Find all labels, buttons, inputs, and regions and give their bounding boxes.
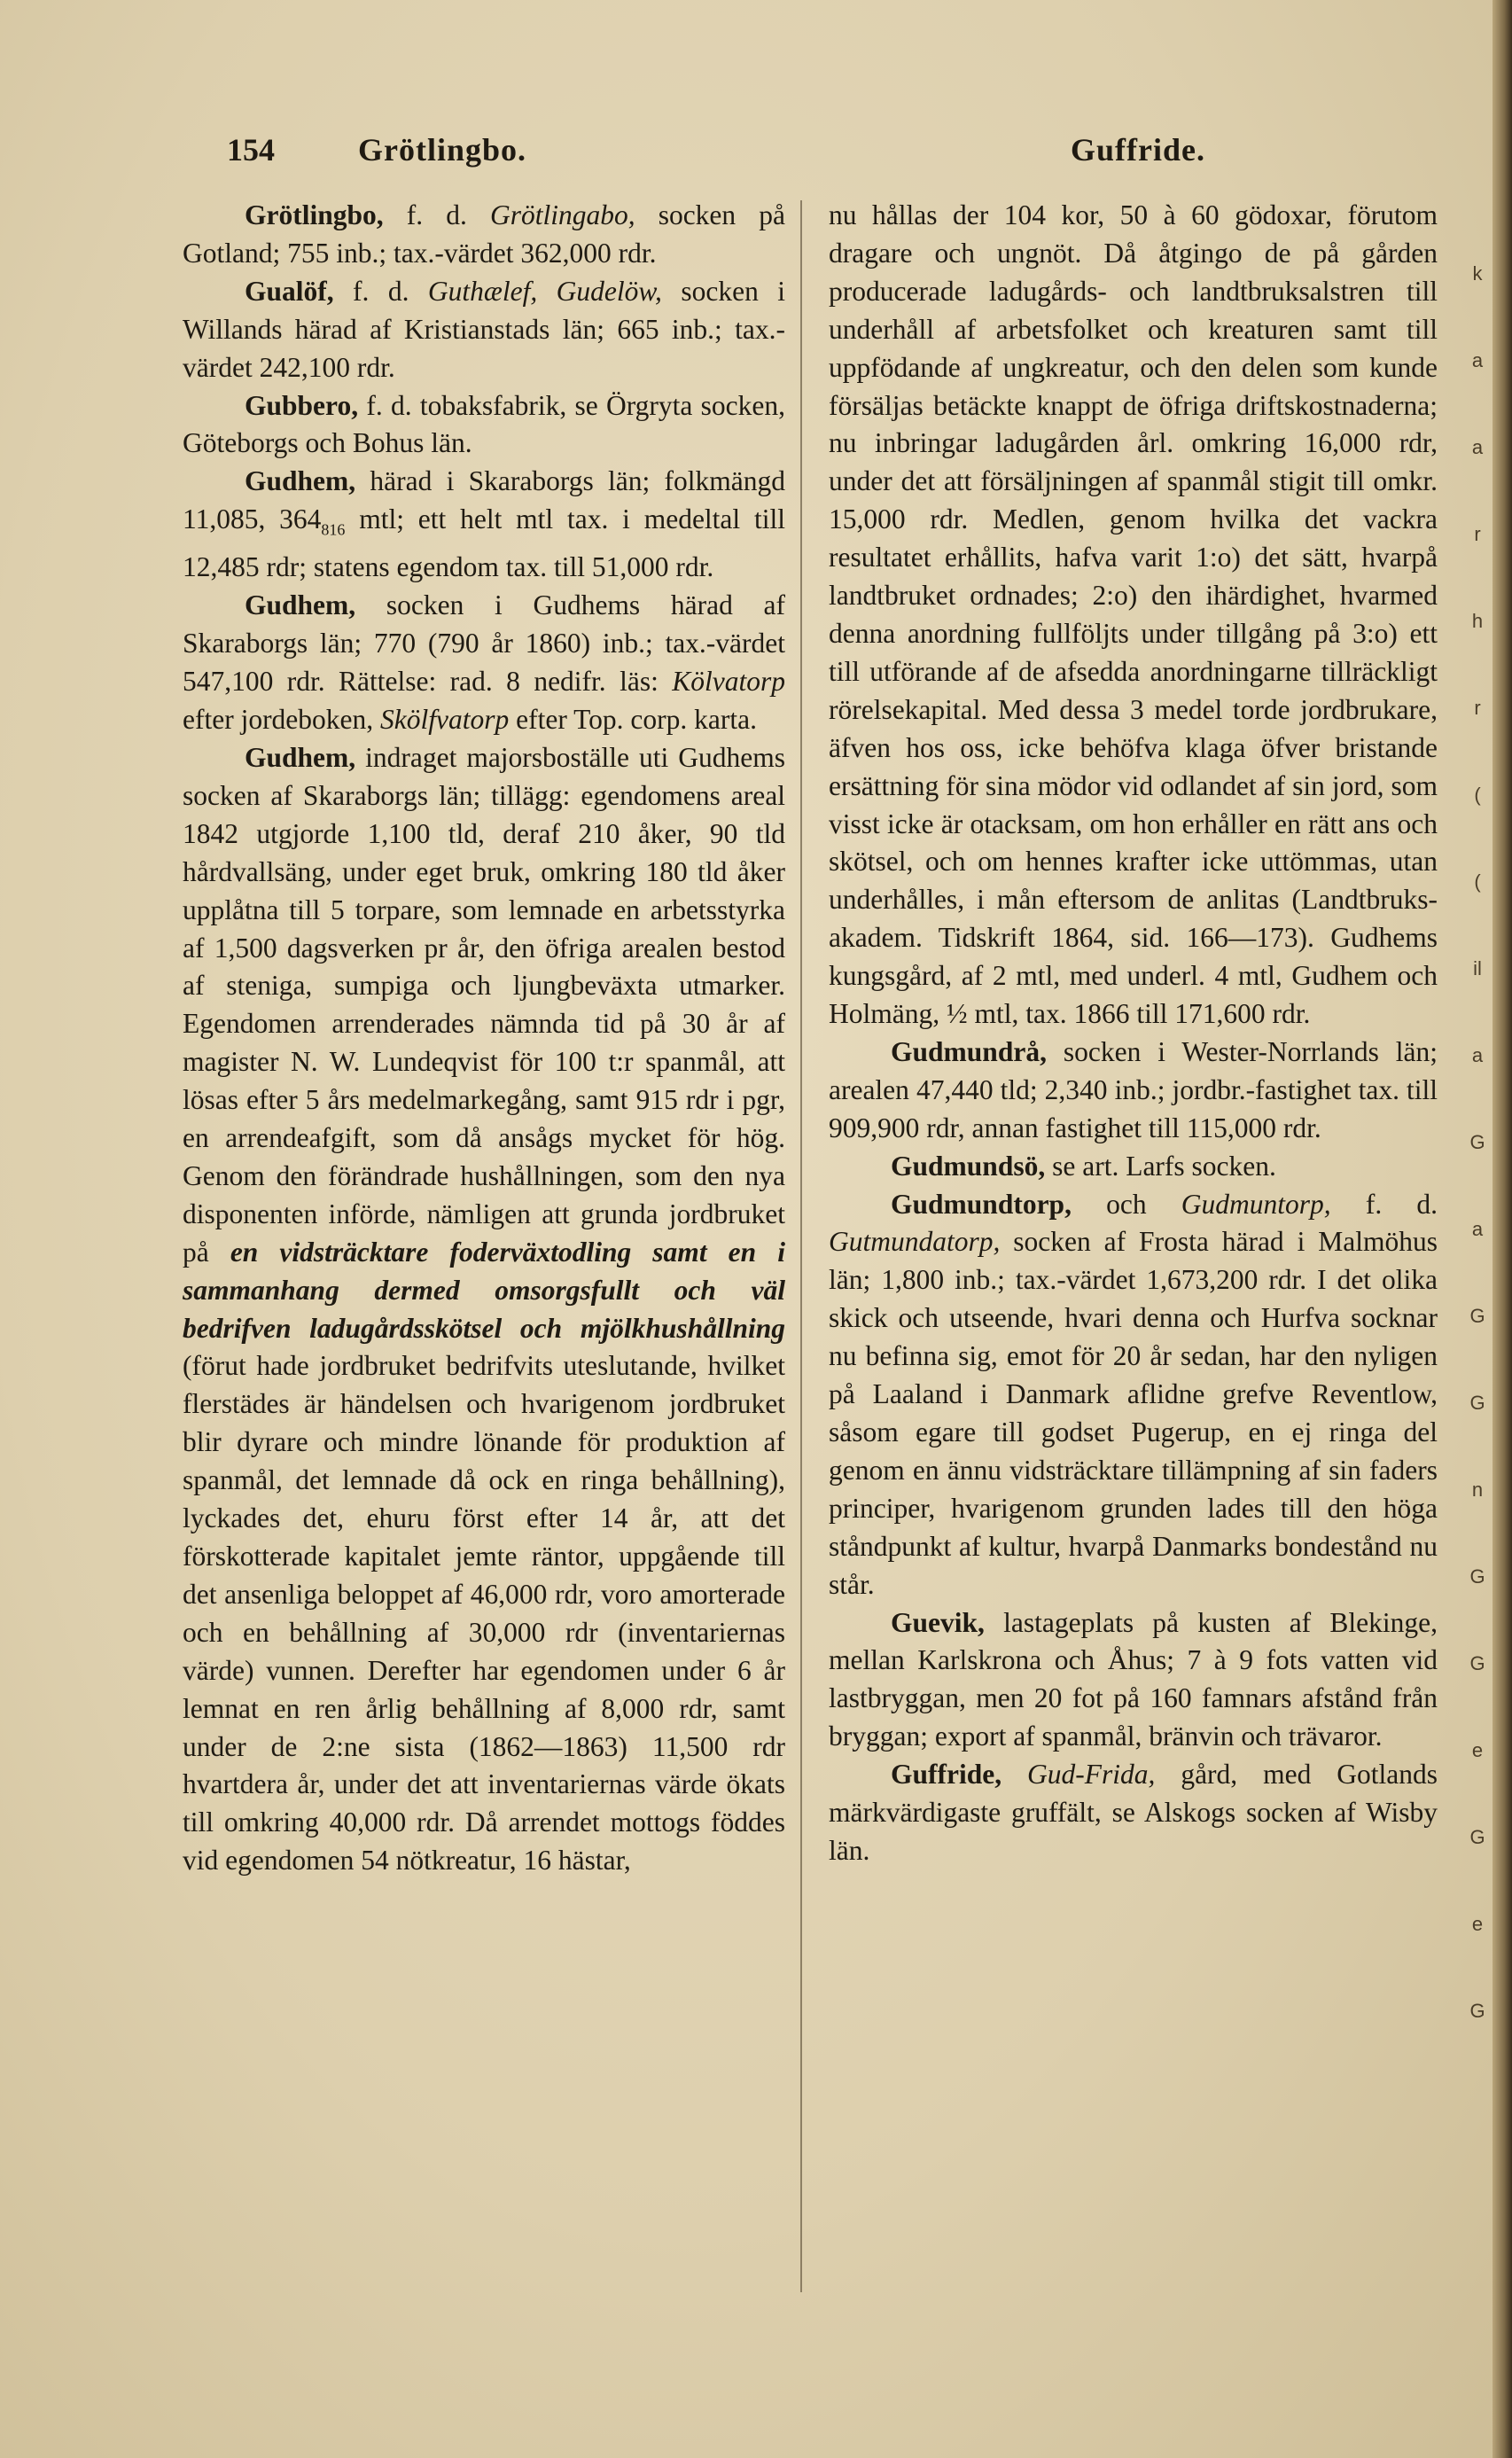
headword: Gubbero, xyxy=(245,389,359,421)
entry-gudmundra: Gudmundrå, socken i Wester-Norrlands län; arealen 47,440 tld; 2,340 inb.; jordbr.-fastighet tax. till 909,900 rdr, annan fastighet till 115,000 rdr. xyxy=(829,1035,1438,1143)
edge-fragment: a xyxy=(1471,349,1484,371)
entry-gudhem-bostalle: Gudhem, indraget majorsboställe uti Gudhems socken af Skaraborgs län; tillägg: egendomens areal 1842 utgjorde 1,100 tld, deraf 210 åker, 90 tld hårdvallsäng, under eget bruk, omkring 180 tld åker upplåtna till 5 torpare, som lemnade en arbetsstyrka af 1,500 dagsverken pr år, den öfriga arealen bestod af steniga, sumpiga och ljungbeväxta utmarker. Egendomen arrenderades nämnda tid på 30 år af magister N. W. Lundeqvist för 100 t:r spanmål, att lösas efter 5 års medelmarkegång, samt 915 rdr i pgr, en arrendeafgift, som då ansågs mycket för hög. Genom den förändrade hushållningen, som den nya disponenten införde, nämligen att grunda jordbruket på en vidsträcktare foderväxtodling samt en i sammanhang dermed omsorgsfullt och väl bedrifven ladugårdsskötsel och mjölkhushållning (förut hade jordbruket bedrifvits uteslutande, hvilket flerstädes är händelsen och hvarigenom jordbruket blir dyrare och mindre lönande för produktion af spanmål, det lemnade då ock en ringa behållning), lyckades det, ehuru först efter 14 år, att det förskotterade kapitalet jemte räntor, uppgående till det ansenliga beloppet af 46,000 rdr, voro amorterade och en behållning af 30,000 rdr (inventariernas värde) vunnen. Derefter har egendomen under 6 år lemnat en ren årlig behållning af 8,000 rdr, samt under de 2:ne sista (1862—1863) 11,500 rdr hvartdera år, under det att inventariernas värde ökats till omkring 40,000 rdr. Då arrendet mottogs föddes vid egendomen 54 nötkreatur, 16 hästar, xyxy=(183,741,785,1877)
edge-fragment: G xyxy=(1469,1131,1485,1153)
headword: Gudmundrå, xyxy=(891,1035,1047,1067)
headword: Gualöf, xyxy=(245,275,334,307)
edge-fragment: a xyxy=(1471,1218,1484,1240)
entry-gudmundtorp: Gudmundtorp, och Gudmuntorp, f. d. Gutmundatorp, socken af Frosta härad i Malmöhus län; 1,800 inb.; tax.-värdet 1,673,200 rdr. I det olika skick och utseende, hvari denna och Hurfva socknar nu befinna sig, emot för 20 år sedan, har den nyligen på Laaland i Danmark aflidne grefve Reventlow, såsom egare till godset Pugerup, en ej ringa del genom en ännu vidsträcktare tillämpning af sin faders principer, hvarigenom grunden lades till den höga ståndpunkt af kultur, hvarpå Danmarks bondestånd nu står. xyxy=(829,1188,1438,1600)
headword: Guffride, xyxy=(891,1759,1002,1791)
headword: Gudhem, xyxy=(245,589,356,621)
entry-guevik: Guevik, lastageplats på kusten af Blekinge, mellan Karlskrona och Åhus; 7 à 9 fots vatten vid lastbryggan, men 20 fot på 160 famnars afstånd från bryggan; export af spanmål, bränvin och trävaror. xyxy=(829,1606,1438,1752)
entry-gudhem-socken: Gudhem, socken i Gudhems härad af Skaraborgs län; 770 (790 år 1860) inb.; tax.-värdet 547,100 rdr. Rättelse: rad. 8 nedifr. läs: Kölvatorp efter jordeboken, Skölfvatorp efter Top. corp. karta. xyxy=(183,589,785,736)
entry-gubbero: Gubbero, f. d. tobaksfabrik, se Örgryta socken, Göteborgs och Bohus län. xyxy=(183,389,785,459)
entry-gualof: Gualöf, f. d. Guthælef, Gudelöw, socken i Willands härad af Kristianstads län; 665 inb.; tax.-värdet 242,100 rdr. xyxy=(183,275,785,383)
running-head-left: Grötlingbo. xyxy=(358,132,527,168)
edge-fragment: h xyxy=(1471,610,1484,632)
edge-fragment: a xyxy=(1471,436,1484,458)
right-column xyxy=(829,197,1438,1870)
headword: Gudmundsö, xyxy=(891,1150,1046,1182)
edge-fragment: G xyxy=(1469,1826,1485,1848)
headword: Guevik, xyxy=(891,1606,985,1638)
headword: Grötlingbo, xyxy=(245,199,384,230)
edge-fragment: G xyxy=(1469,1392,1485,1414)
emphasized-phrase: en vidsträcktare foderväxtodling samt en i sammanhang dermed omsorgsfullt och väl bedrifven ladugårdsskötsel och mjölkhushållning xyxy=(183,1236,785,1344)
continued-text: nu hållas der 104 kor, 50 à 60 gödoxar, förutom dragare och ungnöt. Då åtgingo de på gården producerade ladugårds- och landtbruksalstren till underhåll af arbetsfolket och kreaturen samt till uppfödande af ungkreatur, och den delen som kunde försäljas betäckte knappt de öfriga driftskostnaderna; nu inbringar ladugården årl. omkring 16,000 rdr, under det att försäljningen af spanmål stigit till omkr. 15,000 rdr. Medlen, genom hvilka det vackra resultatet erhållits, hafva varit 1:o) det sätt, hvarpå landtbruket ordnades; 2:o) den ihärdighet, hvarmed denna anordning fullföljts under tillgång på 3:o) ett till utförande af de afsedda anordningarne tillräckligt rörelsekapital. Med dessa 3 medel torde jordbrukare, äfven hos oss, icke behöfva klaga öfver bristande ersättning för sina mödor vid odlandet af sin jord, som visst icke är otacksam, om hon erhåller en rätt ans och skötsel, och om hennes krafter icke uttömmas, utan underhålles, i mån eftersom de anlitas (Landtbruks-akadem. Tidskrift 1864, sid. 166—173). Gudhems kungsgård, af 2 mtl, med underl. 4 mtl, Gudhem och Holmäng, ½ mtl, tax. 1866 till 171,600 rdr. xyxy=(829,199,1438,1030)
edge-fragment: r xyxy=(1474,697,1481,719)
edge-fragment: a xyxy=(1471,1044,1484,1066)
headword: Gudmundtorp, xyxy=(891,1188,1072,1220)
entry-guffride: Guffride, Gud-Frida, gård, med Gotlands märkvärdigaste gruffält, se Alskogs socken af Wisby län. xyxy=(829,1759,1438,1866)
entry-gudmundso: Gudmundsö, se art. Larfs socken. xyxy=(891,1150,1276,1182)
entry-gudhem-harad: Gudhem, härad i Skaraborgs län; folkmängd 11,085, $364_{816}$ mtl; ett helt mtl tax. i medeltal till 12,485 rdr; statens egendom tax. till 51,000 rdr. xyxy=(183,465,785,583)
edge-fragment: G xyxy=(1469,1565,1485,1588)
edge-fragment: G xyxy=(1469,2000,1485,2022)
edge-fragment: ( xyxy=(1474,870,1481,893)
edge-fragment: n xyxy=(1471,1479,1484,1501)
edge-fragment: G xyxy=(1469,1652,1485,1674)
column-divider xyxy=(800,200,802,2292)
entry-grotlingbo: Grötlingbo, f. d. Grötlingabo, socken på Gotland; 755 inb.; tax.-värdet 362,000 rdr. xyxy=(183,199,786,269)
edge-fragment: il xyxy=(1473,957,1482,979)
left-column xyxy=(183,197,785,1880)
headword: Gudhem, xyxy=(245,741,356,773)
edge-fragment: G xyxy=(1469,1305,1485,1327)
edge-fragment: ( xyxy=(1474,784,1481,806)
edge-fragment: k xyxy=(1472,262,1483,285)
edge-fragment: e xyxy=(1471,1913,1484,1935)
edge-fragment: e xyxy=(1471,1739,1484,1761)
headword: Gudhem, xyxy=(245,465,356,497)
running-head-right: Guffride. xyxy=(1071,132,1205,168)
adjacent-page-edge xyxy=(1493,0,1512,2458)
edge-fragment: r xyxy=(1474,523,1481,545)
page-number: 154 xyxy=(227,132,275,168)
adjacent-page-fragments xyxy=(1464,230,1491,2055)
